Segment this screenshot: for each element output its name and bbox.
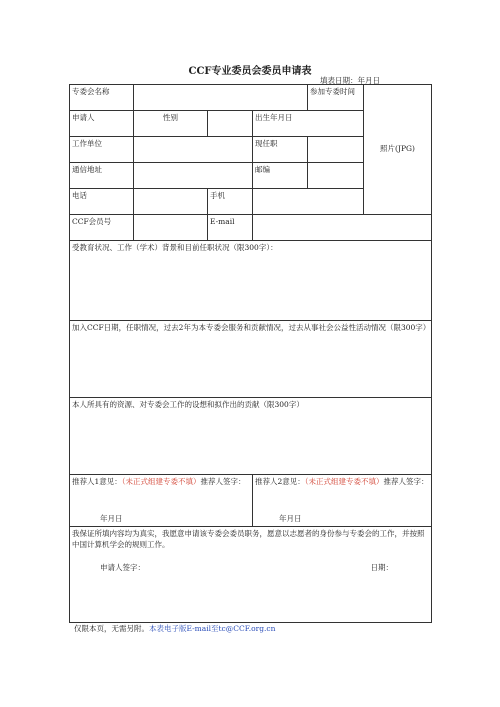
referee1-note: （未正式组建专委不填） — [121, 477, 201, 486]
service-section[interactable]: 加入CCF日期，任职情况，过去2年为本专委会服务和贡献情况，过去从事社会公益性活动情况（限300字） — [70, 321, 432, 398]
work-unit-label: 工作单位 — [70, 137, 134, 163]
gender-field[interactable] — [208, 111, 253, 137]
committee-name-field[interactable] — [134, 85, 308, 111]
pledge-text: 我保证所填内容均为真实，我愿意申请该专委会委员职务，愿意以志愿者的身份参与专委会的工作，并按照中国计算机学会的规则工作。 — [72, 529, 425, 549]
referee1-date: 年月日 — [100, 514, 123, 524]
referee1-label: 推荐人1意见： — [72, 477, 122, 486]
footer-note-text: 仅限本页，无需另附。 — [74, 624, 149, 633]
member-no-label: CCF会员号 — [70, 215, 134, 241]
postcode-label: 邮编 — [253, 163, 308, 189]
referee2-date: 年月日 — [279, 514, 302, 524]
phone-label: 电话 — [70, 189, 134, 215]
gender-label: 性别 — [134, 111, 208, 137]
postcode-field[interactable] — [308, 163, 364, 189]
address-field[interactable] — [134, 163, 253, 189]
referee1-sign-label: 推荐人签字： — [200, 477, 246, 486]
application-form-table — [69, 84, 432, 623]
referee1-section[interactable] — [70, 475, 253, 527]
birth-date-label: 出生年月日 — [253, 111, 364, 137]
photo-box[interactable] — [364, 85, 432, 215]
current-position-label: 现任职 — [253, 137, 308, 163]
committee-name-label: 专委会名称 — [70, 85, 134, 111]
sign-date-label: 日期： — [370, 562, 393, 572]
address-label: 通信地址 — [70, 163, 134, 189]
form-title: CCF专业委员会委员申请表 — [188, 66, 312, 77]
footer-note — [74, 623, 275, 634]
photo-label: 照片(JPG) — [380, 144, 415, 154]
phone-field[interactable] — [134, 189, 208, 215]
applicant-label: 申请人 — [70, 111, 134, 137]
join-time-label: 参加专委时间 — [308, 85, 364, 111]
referee2-sign-label: 推荐人签字： — [383, 477, 429, 486]
footer-email-link[interactable]: 本表电子版E-mail至tc@CCF.org.cn — [149, 624, 276, 633]
pledge-section[interactable] — [70, 527, 432, 623]
work-unit-field[interactable] — [134, 137, 253, 163]
mobile-label: 手机 — [208, 189, 253, 215]
member-no-field[interactable] — [134, 215, 208, 241]
resources-section[interactable]: 本人所具有的资源、对专委会工作的设想和拟作出的贡献（限300字） — [70, 398, 432, 475]
email-field[interactable] — [253, 215, 432, 241]
referee2-note: （未正式组建专委不填） — [304, 477, 384, 486]
referee2-section[interactable] — [253, 475, 432, 527]
current-position-field[interactable] — [308, 137, 364, 163]
email-label: E-mail — [208, 215, 253, 241]
applicant-sign-label: 申请人签字： — [100, 562, 145, 572]
education-section[interactable]: 受教育状况、工作（学术）背景和目前任职状况（限300字）： — [70, 241, 432, 321]
referee2-label: 推荐人2意见： — [255, 477, 305, 486]
mobile-field[interactable] — [253, 189, 364, 215]
fill-date: 填表日期：年月日 — [320, 76, 380, 85]
